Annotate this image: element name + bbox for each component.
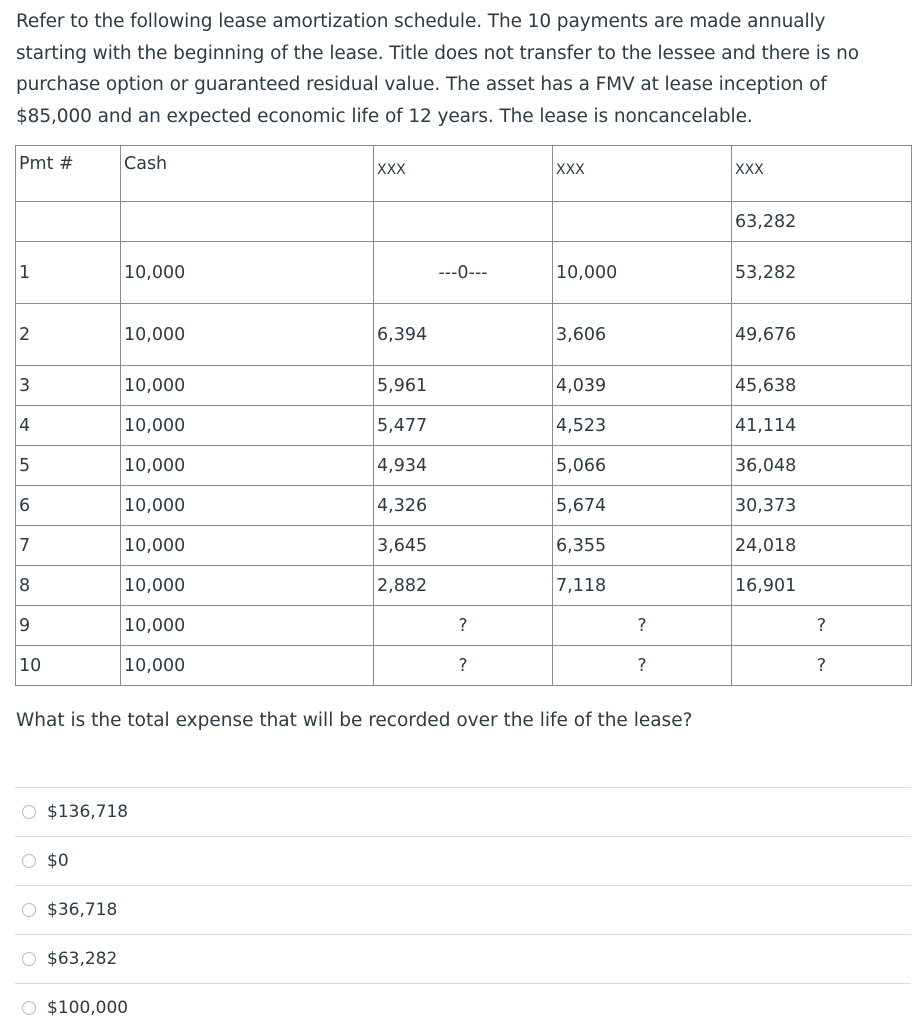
table-row [16,242,912,304]
col5-cell: ? [732,606,912,646]
question-prompt: What is the total expense that will be recorded over the life of the lease? [16,710,693,731]
radio-button-icon[interactable] [22,805,36,819]
pmt-number: 10 [16,646,121,686]
header-col4: XXX [553,146,732,202]
cash-cell: 10,000 [121,406,374,446]
col3-cell: ---0--- [374,242,553,304]
pmt-number: 7 [16,526,121,566]
col5-cell: 30,373 [732,486,912,526]
answer-label[interactable]: $36,718 [47,900,118,920]
radio-button-icon[interactable] [22,903,36,917]
radio-button-icon[interactable] [22,1001,36,1015]
col5-cell: 49,676 [732,304,912,366]
header-col5: XXX [732,146,912,202]
col4-cell: 4,523 [553,406,732,446]
col4-cell: 7,118 [553,566,732,606]
table-row [16,406,912,446]
answer-choices [15,787,911,1032]
pmt-number: 8 [16,566,121,606]
col5-cell: 24,018 [732,526,912,566]
col3-cell: ? [374,646,553,686]
opening-balance-row [16,202,912,242]
table-row [16,486,912,526]
col3-cell: 5,477 [374,406,553,446]
col5-cell: 16,901 [732,566,912,606]
pmt-number: 3 [16,366,121,406]
cash-cell: 10,000 [121,566,374,606]
cash-cell: 10,000 [121,526,374,566]
answer-label[interactable]: $63,282 [47,949,118,969]
col4-cell: 6,355 [553,526,732,566]
pmt-number: 6 [16,486,121,526]
col5-cell: 36,048 [732,446,912,486]
header-col3: XXX [374,146,553,202]
col3-cell: ? [374,606,553,646]
col5-cell: 53,282 [732,242,912,304]
col4-cell: 5,674 [553,486,732,526]
cash-cell: 10,000 [121,304,374,366]
col5-cell: ? [732,646,912,686]
col4-cell: 4,039 [553,366,732,406]
lease-amortization-table [15,145,912,686]
answer-option[interactable] [15,885,911,934]
answer-option[interactable] [15,983,911,1032]
table-header-row [16,146,912,202]
pmt-number: 9 [16,606,121,646]
table-row [16,526,912,566]
table-row [16,304,912,366]
cash-cell: 10,000 [121,606,374,646]
cash-cell: 10,000 [121,366,374,406]
col4-cell: ? [553,606,732,646]
table-row [16,646,912,686]
col3-cell: 6,394 [374,304,553,366]
question-intro: Refer to the following lease amortization schedule. The 10 payments are made annually starting with the beginning of the lease. Title does not transfer to the lessee and there is no purchase option or guaranteed residual value. The asset has a FMV at lease inception of $85,000 and an expected economic life of 12 years. The lease is noncancelable. [16,11,859,127]
col4-cell: 10,000 [553,242,732,304]
answer-option[interactable] [15,934,911,983]
pmt-number: 1 [16,242,121,304]
table-row [16,446,912,486]
radio-button-icon[interactable] [22,854,36,868]
col3-cell: 5,961 [374,366,553,406]
cash-cell: 10,000 [121,242,374,304]
col3-cell: 4,326 [374,486,553,526]
col4-cell: 3,606 [553,304,732,366]
col5-cell: 41,114 [732,406,912,446]
col4-cell: 5,066 [553,446,732,486]
col3-cell: 3,645 [374,526,553,566]
opening-balance: 63,282 [732,202,912,242]
table-row [16,366,912,406]
cash-cell: 10,000 [121,446,374,486]
col5-cell: 45,638 [732,366,912,406]
cash-cell: 10,000 [121,646,374,686]
pmt-number: 4 [16,406,121,446]
header-cash: Cash [121,146,374,202]
col3-cell: 2,882 [374,566,553,606]
answer-label[interactable]: $0 [47,851,69,871]
answer-label[interactable]: $136,718 [47,802,129,822]
col4-cell: ? [553,646,732,686]
header-pmt: Pmt # [16,146,121,202]
radio-button-icon[interactable] [22,952,36,966]
answer-option[interactable] [15,836,911,885]
answer-label[interactable]: $100,000 [47,998,129,1018]
answer-option[interactable] [15,787,911,836]
col3-cell: 4,934 [374,446,553,486]
cash-cell: 10,000 [121,486,374,526]
pmt-number: 2 [16,304,121,366]
table-row [16,606,912,646]
pmt-number: 5 [16,446,121,486]
table-row [16,566,912,606]
